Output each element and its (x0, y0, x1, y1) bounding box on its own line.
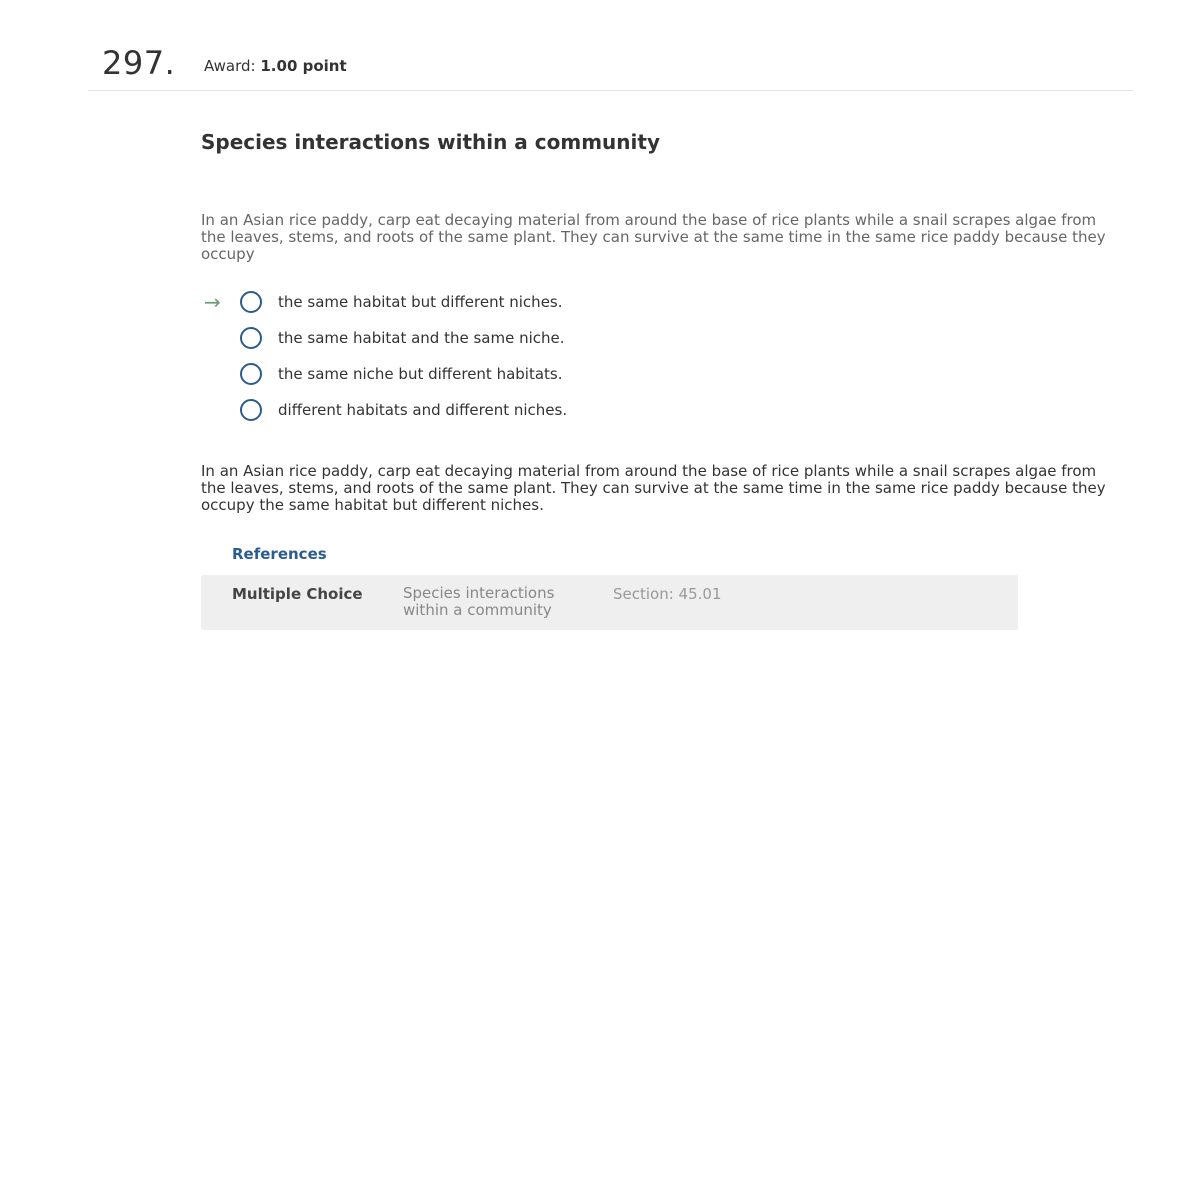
question-stem: In an Asian rice paddy, carp eat decaying material from around the base of rice plants while a snail scrapes algae from the leaves, stems, and roots of the same plant. They can survive at the same time in the same rice paddy because they occupy (201, 211, 1106, 263)
radio-button[interactable] (240, 327, 262, 349)
answer-option-4[interactable] (200, 392, 900, 428)
answer-option-label: the same habitat and the same niche. (278, 329, 565, 347)
correct-answer-arrow-icon: → (204, 290, 221, 314)
references-panel (201, 575, 1018, 630)
answer-option-label: the same habitat but different niches. (278, 293, 563, 311)
question-title: Species interactions within a community (201, 130, 660, 154)
radio-button[interactable] (240, 363, 262, 385)
answer-options (200, 284, 900, 428)
answer-option-label: the same niche but different habitats. (278, 365, 563, 383)
answer-explanation: In an Asian rice paddy, carp eat decaying material from around the base of rice plants while a snail scrapes algae from the leaves, stems, and roots of the same plant. They can survive at the same time in the same rice paddy because they occupy the same habitat but different niches. (201, 462, 1106, 514)
radio-button[interactable] (240, 399, 262, 421)
references-toggle[interactable]: References (232, 545, 327, 563)
award-label: Award: (204, 57, 256, 75)
question-number: 297. (102, 44, 176, 82)
answer-option-2[interactable] (200, 320, 900, 356)
answer-option-label: different habitats and different niches. (278, 401, 568, 419)
award (204, 57, 347, 75)
reference-section: Section: 45.01 (613, 585, 722, 603)
radio-button[interactable] (240, 291, 262, 313)
answer-option-1[interactable] (200, 284, 900, 320)
question-header (88, 40, 1133, 91)
reference-question-type: Multiple Choice (232, 585, 363, 603)
award-value: 1.00 point (260, 57, 347, 75)
reference-topic: Species interactions within a community (403, 584, 555, 619)
answer-option-3[interactable] (200, 356, 900, 392)
